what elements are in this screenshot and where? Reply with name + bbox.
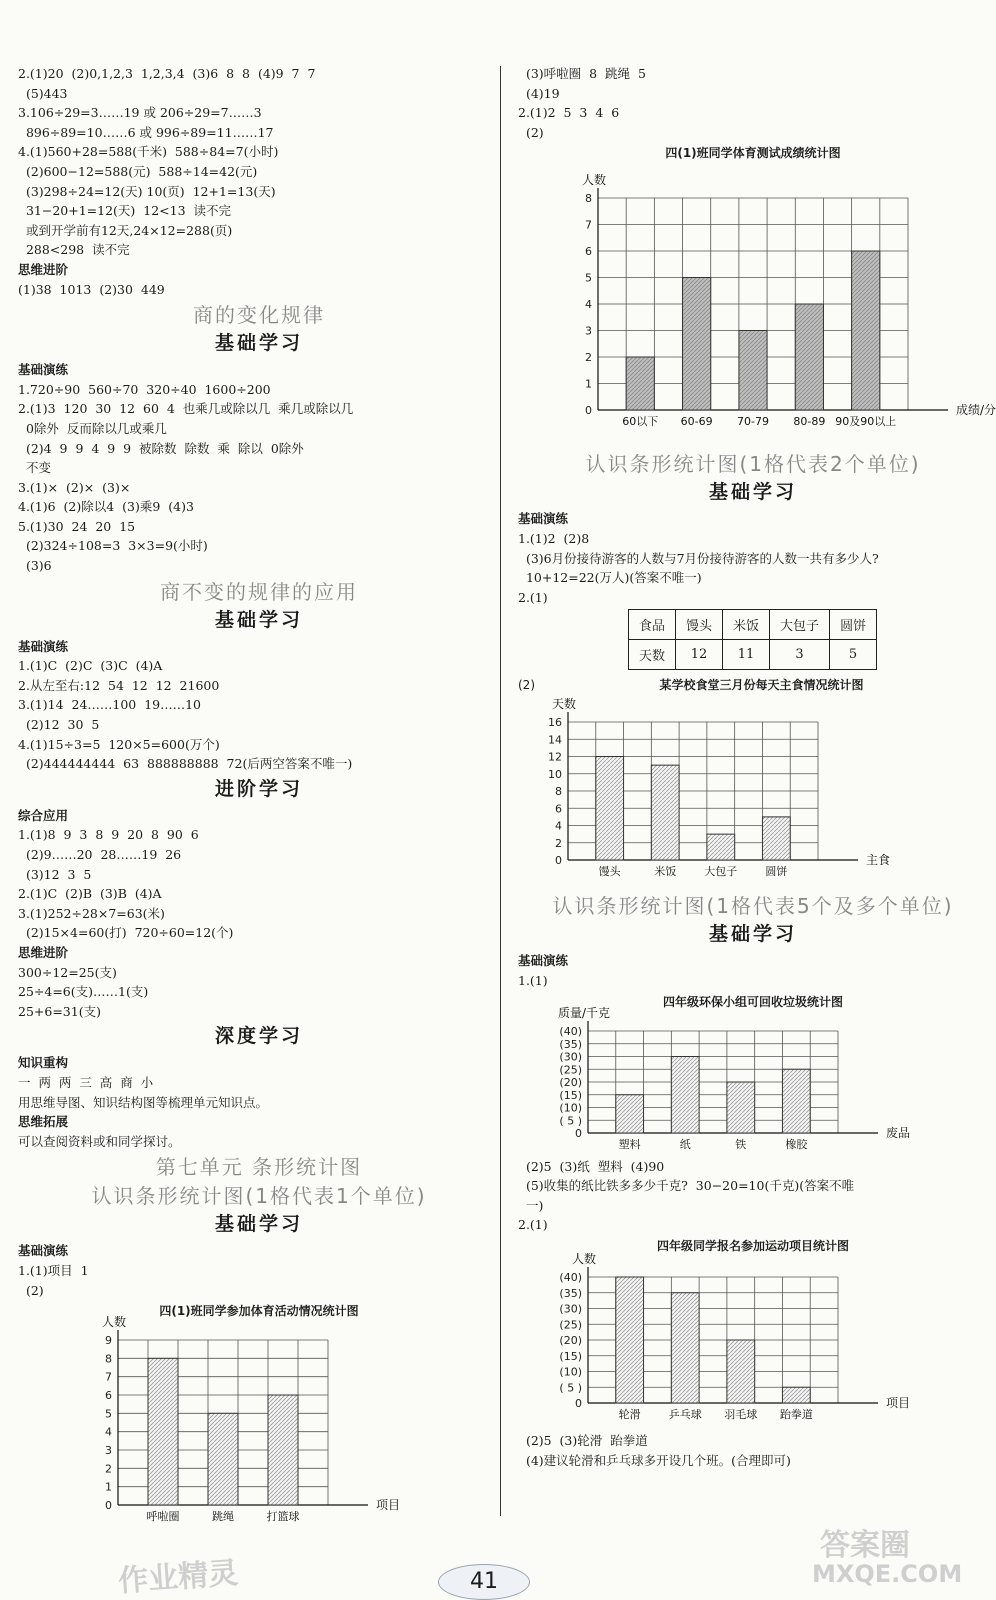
- answer-line: 5.(1)30 24 20 15: [18, 518, 136, 534]
- answer-line: (3)12 3 5: [18, 866, 92, 882]
- answer-line: 4.(1)560+28=588(千米) 588÷84=7(小时): [18, 144, 279, 160]
- answer-block: [18, 1053, 500, 1151]
- answer-block: [518, 1431, 988, 1470]
- answer-line: 综合应用: [18, 807, 69, 823]
- y-axis-label: 质量/千克: [557, 1005, 611, 1020]
- x-axis-label: 主食: [866, 853, 891, 868]
- answer-line: 知识重构: [18, 1055, 69, 1071]
- answer-line: (2)5 (3)轮滑 跆拳道: [518, 1432, 648, 1448]
- chart-svg: [518, 164, 996, 444]
- answer-line: (2)12 30 5: [18, 717, 100, 733]
- y-tick-label: 0: [575, 1126, 582, 1140]
- chart-svg: [518, 1251, 918, 1427]
- y-tick-label: 9: [105, 1334, 112, 1348]
- answer-line: 1.(1)2 (2)8: [518, 530, 590, 546]
- y-tick-label: (10): [559, 1101, 582, 1115]
- answer-block: [18, 806, 500, 1022]
- answer-line: (4)建议轮滑和乒乓球多开设几个班。(合理即可): [518, 1452, 791, 1468]
- bar-大包子: [707, 834, 735, 860]
- x-tick-label: 打篮球: [266, 1510, 300, 1524]
- y-tick-label: 6: [585, 245, 592, 259]
- answer-line: 0除外 反而除以几或乘几: [18, 420, 167, 436]
- answer-line: (2)15×4=60(打) 720÷60=12(个): [18, 925, 234, 941]
- answer-line: 10+12=22(万人)(答案不唯一): [518, 570, 702, 586]
- answer-line: 基础演练: [18, 362, 69, 378]
- table-cell: 圆饼: [830, 610, 877, 640]
- chart-svg: [518, 696, 918, 886]
- section-subtitle: 基础学习: [214, 1213, 303, 1236]
- answer-line: 1.(1)C (2)C (3)C (4)A: [18, 658, 163, 674]
- table-row: [629, 610, 877, 640]
- section-title: 认识条形统计图(1格代表5个及多个单位): [552, 894, 954, 919]
- section-subtitle: 进阶学习: [214, 777, 303, 800]
- section-title: 商的变化规律: [193, 303, 325, 328]
- answer-block: [518, 64, 988, 142]
- answer-line: 25÷4=6(支)……1(支): [18, 984, 149, 1000]
- x-tick-label: 羽毛球: [724, 1407, 758, 1421]
- answer-line: (2)600−12=588(元) 588÷14=42(元): [18, 163, 258, 179]
- bar-70-79: [739, 331, 767, 411]
- y-tick-label: 16: [548, 716, 562, 730]
- answer-line: (5)收集的纸比铁多多少千克? 30−20=10(千克)(答案不唯: [518, 1178, 855, 1194]
- section-subtitle: 基础学习: [708, 481, 797, 504]
- y-tick-label: 10: [548, 768, 562, 782]
- y-tick-label: (25): [559, 1318, 582, 1332]
- answer-line: 思维进阶: [18, 261, 69, 277]
- bar-chart-staple-food: [518, 696, 988, 890]
- answer-line: 25+6=31(支): [18, 1003, 101, 1019]
- watermark: 答案圈: [820, 1528, 910, 1563]
- y-tick-label: (20): [559, 1333, 582, 1347]
- y-tick-label: 8: [585, 192, 592, 206]
- answer-line: 1.(1)项目 1: [18, 1262, 89, 1278]
- bar-呼啦圈: [148, 1358, 178, 1505]
- answer-line: 思维拓展: [18, 1114, 69, 1130]
- answer-line: 4.(1)6 (2)除以4 (3)乘9 (4)3: [18, 499, 194, 515]
- table-cell: 天数: [629, 640, 676, 670]
- bar-打篮球: [268, 1395, 298, 1505]
- y-axis-label: 人数: [101, 1315, 127, 1330]
- answer-line: 3.(1)252÷28×7=63(米): [18, 905, 165, 921]
- table-cell: 3: [770, 640, 830, 670]
- x-tick-label: 乒乓球: [668, 1407, 702, 1421]
- y-tick-label: 2: [555, 837, 562, 851]
- y-tick-label: 4: [585, 298, 592, 312]
- bar-chart-activities: [18, 1315, 500, 1541]
- y-tick-label: ( 5 ): [559, 1113, 582, 1127]
- answer-line: 基础演练: [518, 953, 569, 969]
- y-tick-label: 3: [585, 324, 592, 338]
- left-column: [18, 64, 500, 1541]
- x-tick-label: 米饭: [654, 865, 677, 879]
- answer-line: 或到开学前有12天,24×12=288(页): [18, 222, 233, 238]
- y-tick-label: (35): [559, 1286, 582, 1300]
- bar-chart-sports: [518, 1251, 988, 1431]
- chart-title: 四年级同学报名参加运动项目统计图: [656, 1238, 849, 1253]
- chart-title: [518, 676, 988, 694]
- x-tick-label: 60-69: [680, 415, 713, 429]
- bar-60以下: [626, 357, 654, 410]
- x-tick-label: 60以下: [622, 415, 659, 429]
- y-tick-label: (30): [559, 1050, 582, 1064]
- section-subtitle: 深度学习: [214, 1025, 303, 1048]
- bar-跆拳道: [782, 1387, 810, 1403]
- bar-乒乓球: [671, 1293, 699, 1403]
- answer-line: 288<298 读不完: [18, 242, 130, 258]
- answer-line: 用思维导图、知识结构图等梳理单元知识点。: [18, 1094, 269, 1110]
- answer-line: 基础演练: [518, 511, 569, 527]
- bar-羽毛球: [727, 1340, 755, 1403]
- y-tick-label: 6: [555, 802, 562, 816]
- y-tick-label: 8: [555, 785, 562, 799]
- answer-line: (1)38 1013 (2)30 449: [18, 281, 165, 297]
- answer-line: (3)6: [18, 558, 52, 574]
- y-axis-label: 人数: [581, 173, 607, 188]
- answer-line: 基础演练: [18, 638, 69, 654]
- y-tick-label: 0: [585, 404, 592, 418]
- unit-title: 第七单元 条形统计图: [155, 1155, 363, 1180]
- page-number: 41: [438, 1564, 530, 1600]
- table-cell: 11: [723, 640, 770, 670]
- y-tick-label: 1: [105, 1480, 112, 1494]
- chart-svg: [18, 1315, 438, 1537]
- watermark: 作业精灵: [117, 1555, 240, 1600]
- chart-title: 四年级环保小组可回收垃圾统计图: [662, 994, 843, 1009]
- y-tick-label: 5: [585, 271, 592, 285]
- table-row: [629, 640, 877, 670]
- bar-馒头: [596, 757, 624, 861]
- y-tick-label: (15): [559, 1088, 582, 1102]
- y-tick-label: (40): [559, 1024, 582, 1038]
- x-axis-label: 成绩/分: [956, 403, 996, 418]
- x-tick-label: 纸: [679, 1137, 691, 1151]
- y-tick-label: 8: [105, 1352, 112, 1366]
- answer-line: 一 两 两 三 高 商 小: [18, 1074, 154, 1090]
- x-tick-label: 塑料: [618, 1137, 641, 1151]
- answer-line: 1.(1): [518, 972, 548, 988]
- y-tick-label: (35): [559, 1037, 582, 1051]
- answer-line: 思维进阶: [18, 944, 69, 960]
- y-tick-label: 4: [105, 1425, 112, 1439]
- x-axis-label: 废品: [886, 1125, 911, 1140]
- bar-60-69: [683, 278, 711, 411]
- answer-block: [18, 1241, 500, 1300]
- y-tick-label: (30): [559, 1302, 582, 1316]
- answer-line: 基础演练: [18, 1243, 69, 1259]
- food-table: [628, 609, 877, 670]
- column-divider: [500, 66, 501, 1516]
- answer-line: 3.(1)14 24……100 19……10: [18, 697, 202, 713]
- answer-line: 2.(1)3 120 30 12 60 4 也乘几或除以几 乘几或除以几: [18, 401, 354, 417]
- section-title: 认识条形统计图(1格代表2个单位): [585, 452, 921, 477]
- section-subtitle: 基础学习: [214, 332, 303, 355]
- bar-chart-recycling: [518, 1005, 988, 1157]
- y-tick-label: 4: [555, 819, 562, 833]
- answer-line: (5)443: [18, 85, 68, 101]
- y-tick-label: (40): [559, 1270, 582, 1284]
- bar-塑料: [616, 1094, 644, 1132]
- table-cell: 12: [676, 640, 723, 670]
- section-subtitle: 基础学习: [214, 608, 303, 631]
- x-tick-label: 圆饼: [765, 865, 788, 879]
- answer-line: 2.(1): [518, 589, 548, 605]
- y-tick-label: 6: [105, 1389, 112, 1403]
- bar-米饭: [651, 765, 679, 860]
- y-tick-label: 12: [548, 750, 562, 764]
- y-tick-label: (20): [559, 1075, 582, 1089]
- bar-轮滑: [616, 1277, 644, 1403]
- x-axis-label: 项目: [886, 1395, 911, 1410]
- bar-橡胶: [782, 1069, 810, 1133]
- table-cell: 馒头: [676, 610, 723, 640]
- answer-block: [518, 509, 988, 607]
- watermark: MXQE.COM: [812, 1560, 963, 1588]
- x-tick-label: 铁: [735, 1137, 747, 1151]
- x-axis-label: 项目: [376, 1498, 401, 1513]
- answer-line: 2.从左至右:12 54 12 12 21600: [18, 677, 220, 693]
- y-tick-label: 5: [105, 1407, 112, 1421]
- answer-line: 1.720÷90 560÷70 320÷40 1600÷200: [18, 381, 271, 397]
- bar-纸: [671, 1056, 699, 1133]
- y-tick-label: 14: [548, 733, 562, 747]
- answer-line: (2)9……20 28……19 26: [18, 847, 182, 862]
- answer-block: [518, 951, 988, 990]
- answer-block: [18, 637, 500, 774]
- y-tick-label: (10): [559, 1365, 582, 1379]
- right-column: [518, 64, 996, 1470]
- y-tick-label: 7: [105, 1370, 112, 1384]
- answer-line: (2): [518, 124, 544, 140]
- y-axis-label: 天数: [551, 697, 577, 712]
- answer-line: 可以查阅资料或和同学探讨。: [18, 1133, 181, 1149]
- y-tick-label: 2: [105, 1462, 112, 1476]
- x-tick-label: 橡胶: [785, 1137, 808, 1151]
- answer-line: 2.(1): [518, 1217, 548, 1233]
- answer-line: (3)呼啦圈 8 跳绳 5: [518, 66, 646, 81]
- y-tick-label: 0: [105, 1499, 112, 1513]
- answer-line: 31−20+1=12(天) 12<13 读不完: [18, 203, 231, 219]
- answer-line: 2.(1)C (2)B (3)B (4)A: [18, 886, 162, 902]
- section-title: 认识条形统计图(1格代表1个单位): [91, 1184, 427, 1209]
- bar-跳绳: [208, 1413, 238, 1505]
- answer-line: 3.106÷29=3……19 或 206÷29=7……3: [18, 105, 262, 121]
- x-tick-label: 跳绳: [212, 1510, 234, 1524]
- table-cell: 米饭: [723, 610, 770, 640]
- answer-line: 300÷12=25(支): [18, 964, 117, 980]
- chart-title: 四(1)班同学参加体育活动情况统计图: [159, 1304, 359, 1319]
- answer-block: [18, 360, 500, 576]
- answer-line: (2)324÷108=3 3×3=9(小时): [18, 538, 208, 554]
- chart-title: 四(1)班同学体育测试成绩统计图: [665, 146, 841, 161]
- chart-svg: [518, 1005, 918, 1153]
- x-tick-label: 跆拳道: [779, 1407, 813, 1421]
- chart-title-text: 某学校食堂三月份每天主食情况统计图: [659, 678, 864, 693]
- bar-80-89: [795, 304, 823, 410]
- bar-90及90以上: [852, 251, 880, 410]
- x-tick-label: 大包子: [704, 865, 738, 879]
- answer-block: [18, 64, 500, 299]
- answer-line: 3.(1)× (2)× (3)×: [18, 479, 131, 495]
- table-cell: 食品: [629, 610, 676, 640]
- answer-line: (2): [18, 1282, 44, 1298]
- answer-line: (2)4 9 9 4 9 9 被除数 除数 乘 除以 0除外: [18, 440, 304, 456]
- x-tick-label: 90及90以上: [835, 415, 897, 429]
- y-tick-label: (15): [559, 1349, 582, 1363]
- answer-line: 2.(1)2 5 3 4 6: [518, 105, 620, 121]
- answer-line: (2)444444444 63 888888888 72(后两空答案不唯一): [18, 756, 353, 772]
- answer-line: (2)5 (3)纸 塑料 (4)90: [518, 1158, 665, 1174]
- bar-铁: [727, 1082, 755, 1133]
- x-tick-label: 80-89: [793, 415, 826, 429]
- answer-block: [518, 1157, 988, 1235]
- x-tick-label: 馒头: [598, 865, 621, 879]
- x-tick-label: 轮滑: [618, 1407, 641, 1421]
- answer-line: 2.(1)20 (2)0,1,2,3 1,2,3,4 (3)6 8 8 (4)9 7 7: [18, 66, 316, 81]
- bar-chart-scores: [518, 164, 996, 448]
- y-tick-label: 3: [105, 1444, 112, 1458]
- section-subtitle: 基础学习: [708, 923, 797, 946]
- x-tick-label: 呼啦圈: [146, 1510, 180, 1524]
- item-label: (2): [518, 678, 535, 693]
- y-tick-label: 2: [585, 351, 592, 365]
- answer-line: 4.(1)15÷3=5 120×5=600(万个): [18, 736, 220, 752]
- y-tick-label: 1: [585, 377, 592, 391]
- answer-line: (4)19: [518, 85, 560, 101]
- answer-line: 不变: [18, 460, 51, 476]
- answer-line: 一): [518, 1197, 544, 1213]
- answer-line: (3)298÷24=12(天) 10(页) 12+1=13(天): [18, 183, 276, 199]
- answer-line: 896÷89=10……6 或 996÷89=11……17: [18, 124, 274, 140]
- section-title: 商不变的规律的应用: [160, 579, 358, 604]
- y-tick-label: 0: [575, 1396, 582, 1410]
- table-cell: 5: [830, 640, 877, 670]
- y-tick-label: ( 5 ): [559, 1381, 582, 1395]
- y-tick-label: 7: [585, 218, 592, 232]
- bar-圆饼: [762, 817, 790, 860]
- answer-line: (3)6月份接待游客的人数与7月份接待游客的人数一共有多少人?: [518, 550, 879, 566]
- y-axis-label: 人数: [571, 1251, 597, 1266]
- y-tick-label: 0: [555, 854, 562, 868]
- table-cell: 大包子: [770, 610, 830, 640]
- answer-line: 1.(1)8 9 3 8 9 20 8 90 6: [18, 827, 199, 843]
- x-tick-label: 70-79: [737, 415, 769, 429]
- y-tick-label: (25): [559, 1062, 582, 1076]
